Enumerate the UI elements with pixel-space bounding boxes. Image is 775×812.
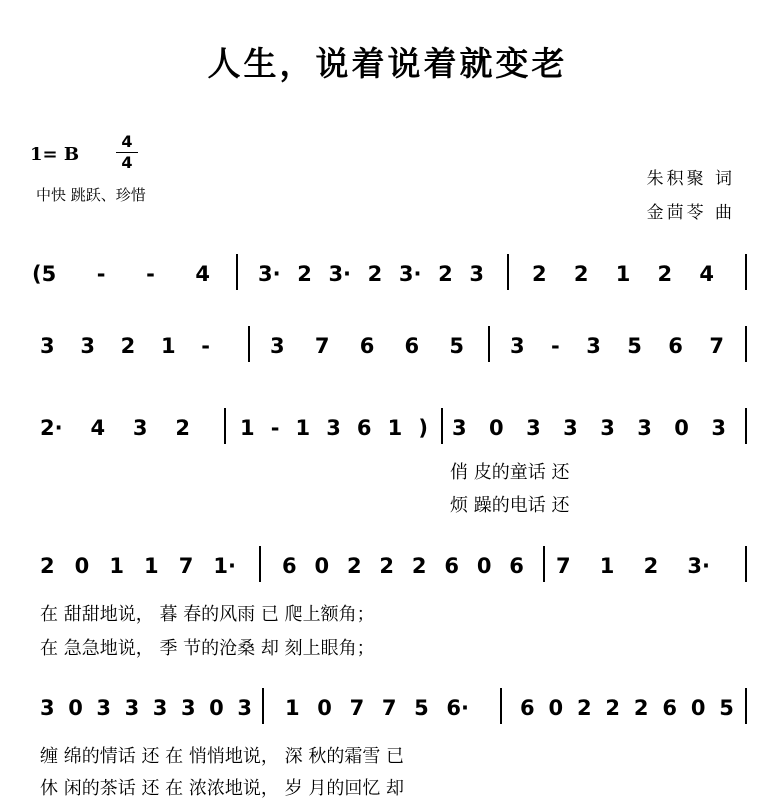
note: 2	[576, 696, 592, 720]
note: 6	[356, 416, 372, 440]
measure	[32, 254, 210, 294]
note: 7	[709, 334, 724, 358]
note: 1·	[213, 554, 236, 578]
barline	[488, 326, 490, 362]
note: 3	[132, 416, 148, 440]
note: 6	[404, 334, 420, 358]
measure	[520, 688, 734, 728]
note: 2	[573, 262, 589, 286]
barline	[259, 546, 261, 582]
note: 1	[615, 262, 631, 286]
note: 4	[699, 262, 714, 286]
barline	[745, 254, 747, 290]
note: 0	[690, 696, 706, 720]
barline	[441, 408, 443, 444]
measure	[282, 546, 524, 586]
note: 3	[152, 696, 168, 720]
note: 3	[40, 696, 55, 720]
lyrics-line-2: 休 闲的茶话 还 在 浓浓地说， 岁 月的回忆 却	[40, 778, 405, 799]
measure	[40, 546, 236, 586]
note: 6	[668, 334, 683, 358]
barline	[507, 254, 509, 290]
note: 6	[444, 554, 459, 578]
note: -	[270, 416, 280, 440]
measure	[40, 326, 210, 366]
measure	[510, 326, 724, 366]
note: 5	[449, 334, 464, 358]
note: 0	[68, 696, 83, 720]
note: 6	[509, 554, 524, 578]
barline	[248, 326, 250, 362]
note: 1	[240, 416, 255, 440]
note: 1	[109, 554, 124, 578]
note: -	[551, 334, 560, 358]
lyrics-line-1: 在 甜甜地说， 暮 春的风雨 已 爬上额角；	[40, 604, 375, 625]
note: 6	[359, 334, 375, 358]
note: -	[201, 334, 210, 358]
note: 3	[96, 696, 111, 720]
note: 5	[719, 696, 734, 720]
barline	[500, 688, 502, 724]
note: 6	[662, 696, 677, 720]
note: 3	[526, 416, 541, 440]
barline	[543, 546, 545, 582]
note: 2	[120, 334, 136, 358]
note: 0	[74, 554, 90, 578]
measure	[556, 546, 710, 586]
note: 3	[563, 416, 578, 440]
note: 7	[556, 554, 571, 578]
lyrics-line-2: 烦 躁的电话 还	[450, 495, 570, 516]
barline	[745, 408, 747, 444]
note: 3·	[398, 262, 422, 286]
note: 2	[297, 262, 312, 286]
note: 0	[476, 554, 492, 578]
note: 3	[510, 334, 525, 358]
barline	[745, 326, 747, 362]
note: )	[418, 416, 428, 440]
note: 2	[40, 554, 55, 578]
note: 2	[411, 554, 427, 578]
note: 0	[314, 554, 330, 578]
note: 3	[469, 262, 484, 286]
measure	[532, 254, 714, 294]
note: 2	[643, 554, 659, 578]
note: 3·	[687, 554, 710, 578]
note: 2	[438, 262, 453, 286]
note: 2	[633, 696, 649, 720]
measure	[240, 408, 428, 448]
note: 3	[600, 416, 615, 440]
note: 5	[414, 696, 429, 720]
note: 2	[175, 416, 190, 440]
note: 7	[178, 554, 194, 578]
note: 4	[90, 416, 106, 440]
note: 3	[326, 416, 341, 440]
note: 3·	[258, 262, 281, 286]
note: 1	[285, 696, 300, 720]
barline	[745, 546, 747, 582]
time-signature-bottom: 4	[116, 152, 138, 173]
note: 6	[520, 696, 535, 720]
note: 2	[657, 262, 673, 286]
note: 2·	[40, 416, 63, 440]
note: 1	[144, 554, 159, 578]
lyrics-line-1: 缠 绵的情话 还 在 悄悄地说， 深 秋的霜雪 已	[40, 746, 405, 767]
barline	[236, 254, 238, 290]
measure	[452, 408, 726, 448]
note: -	[96, 262, 106, 286]
measure	[258, 254, 484, 294]
note: 3	[40, 334, 55, 358]
note: 2	[379, 554, 395, 578]
lyricist-credit: 朱积聚 词	[646, 169, 735, 189]
note: 1	[160, 334, 176, 358]
measure	[270, 326, 464, 366]
note: 3	[452, 416, 467, 440]
note: 7	[381, 696, 397, 720]
page-title: 人生，说着说着就变老	[207, 44, 568, 83]
note: 6	[282, 554, 297, 578]
note: 7	[349, 696, 365, 720]
note: 0	[489, 416, 504, 440]
note: 3	[270, 334, 285, 358]
note: 1	[599, 554, 615, 578]
tempo-marking: 中快 跳跃、珍惜	[36, 186, 146, 204]
note: 7	[314, 334, 330, 358]
note: 2	[367, 262, 383, 286]
note: 3·	[328, 262, 352, 286]
lyrics-line-1: 俏 皮的童话 还	[450, 462, 570, 483]
note: 3	[180, 696, 196, 720]
note: 5	[627, 334, 642, 358]
note: 4	[195, 262, 210, 286]
measure	[40, 408, 190, 448]
barline	[745, 688, 747, 724]
note: 0	[548, 696, 564, 720]
barline	[262, 688, 264, 724]
note: 6·	[446, 696, 469, 720]
note: 0	[317, 696, 332, 720]
time-signature-top: 4	[121, 132, 133, 151]
barline	[224, 408, 226, 444]
measure	[40, 688, 252, 728]
measure	[285, 688, 469, 728]
time-signature	[116, 132, 138, 173]
note: 0	[209, 696, 224, 720]
note: 3	[237, 696, 252, 720]
note: 1	[295, 416, 311, 440]
key-signature: 1= B	[30, 144, 80, 165]
note: 3	[637, 416, 652, 440]
composer-credit: 金茴苓 曲	[646, 203, 735, 223]
note: 2	[532, 262, 547, 286]
note: 3	[124, 696, 140, 720]
note: -	[146, 262, 155, 286]
note: 0	[674, 416, 689, 440]
note: 2	[346, 554, 362, 578]
note: (5	[32, 262, 57, 286]
note: 2	[605, 696, 621, 720]
note: 3	[711, 416, 726, 440]
lyrics-line-2: 在 急急地说， 季 节的沧桑 却 刻上眼角；	[40, 638, 375, 659]
note: 1	[387, 416, 403, 440]
note: 3	[586, 334, 601, 358]
note: 3	[80, 334, 95, 358]
